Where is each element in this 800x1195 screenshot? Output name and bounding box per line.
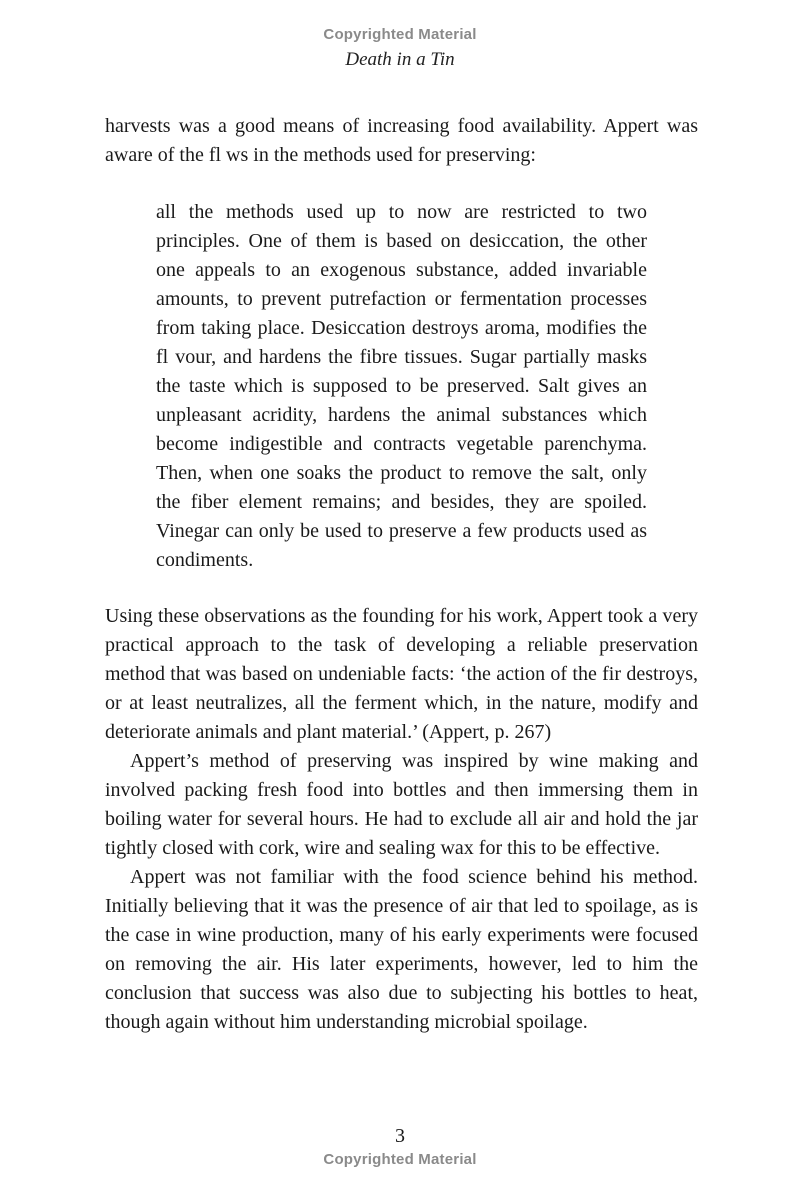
- paragraph-lead: harvests was a good means of increasing food availability. Appert was aware of the fl ws in the methods used for preserving:: [105, 115, 698, 166]
- watermark-top: Copyrighted Material: [323, 26, 477, 43]
- paragraph-observations: Using these observations as the founding for his work, Appert took a very practical approach to the task of developing a reliable preservation method that was based on undeniable facts: ‘the action of the fir destroys, or at least neutralizes, all the ferment which, in the nature, modify and deteriorate animals and plant material.’ (Appert, p. 267): [105, 605, 698, 743]
- page-number: 3: [395, 1125, 405, 1147]
- paragraph-science: Appert was not familiar with the food science behind his method. Initially believing that it was the presence of air that led to spoilage, as is the case in wine production, many of his early experiments were focused on removing the air. His later experiments, however, led to him the conclusion that success was also due to subjecting his bottles to heat, though again without him understanding microbial spoilage.: [105, 866, 698, 1033]
- paragraph-method: Appert’s method of preserving was inspired by wine making and involved packing fresh food into bottles and then immersing them in boiling water for several hours. He had to exclude all air and hold the jar tightly closed with cork, wire and sealing wax for this to be effective.: [105, 750, 698, 859]
- block-quote: all the methods used up to now are restricted to two principles. One of them is based on desiccation, the other one appeals to an exogenous substance, added invariable amounts, to prevent putrefaction or fermentation processes from taking place. Desiccation destroys aroma, modifies the fl vour, and hardens the fibre tissues. Sugar partially masks the taste which is supposed to be preserved. Salt gives an unpleasant acridity, hardens the animal substances which become indigestible and contracts vegetable parenchyma. Then, when one soaks the product to remove the salt, only the fiber element remains; and besides, they are spoiled. Vinegar can only be used to preserve a few products used as condiments.: [156, 201, 647, 571]
- watermark-bottom: Copyrighted Material: [323, 1151, 477, 1168]
- running-head-title: Death in a Tin: [345, 49, 455, 70]
- body-section: [105, 602, 698, 1037]
